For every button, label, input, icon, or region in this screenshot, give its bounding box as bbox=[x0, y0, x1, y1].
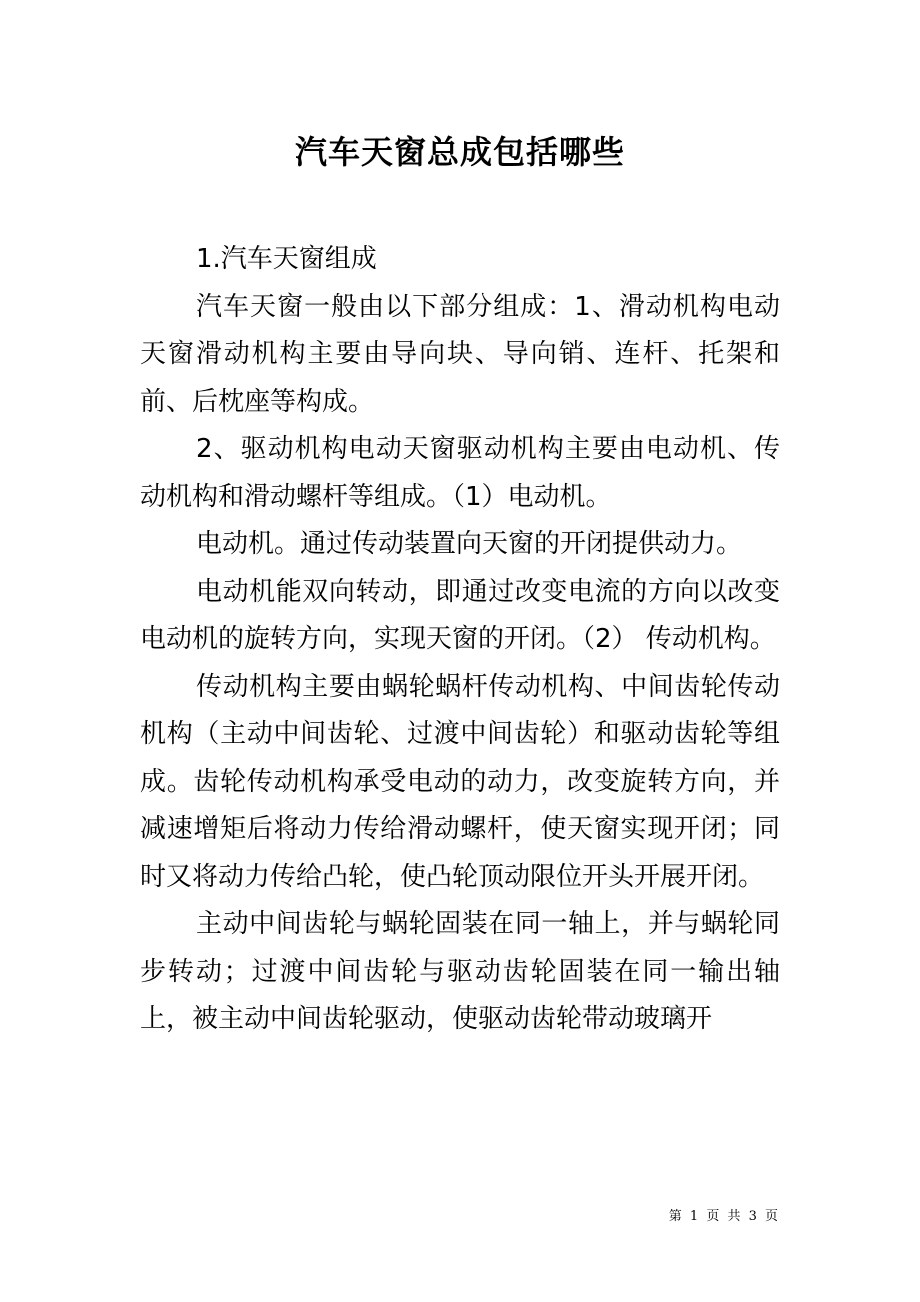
paragraph-motor-rotation: 电动机能双向转动，即通过改变电流的方向以改变电动机的旋转方向，实现天窗的开闭。（2） 传动机构。 bbox=[140, 576, 780, 654]
paragraph-section-heading: 1.汽车天窗组成 bbox=[196, 244, 377, 274]
paragraph-sliding-mechanism: 汽车天窗一般由以下部分组成：1、滑动机构电动天窗滑动机构主要由导向块、导向销、连杆、托架和前、后枕座等构成。 bbox=[140, 291, 780, 417]
paragraph-drive-mechanism: 2、驱动机构电动天窗驱动机构主要由电动机、传动机构和滑动螺杆等组成。（1）电动机。 bbox=[140, 434, 780, 512]
page-number-footer: 第 1 页 共 3 页 bbox=[668, 1209, 780, 1224]
document-body bbox=[140, 236, 780, 1044]
paragraph-motor-power: 电动机。通过传动装置向天窗的开闭提供动力。 bbox=[196, 529, 743, 559]
document-title: 汽车天窗总成包括哪些 bbox=[294, 133, 625, 171]
paragraph-transmission: 传动机构主要由蜗轮蜗杆传动机构、中间齿轮传动机构（主动中间齿轮、过渡中间齿轮）和驱动齿轮等组成。齿轮传动机构承受电动的动力，改变旋转方向，并减速增矩后将动力传给滑动螺杆，使天窗实现开闭；同时又将动力传给凸轮，使凸轮顶动限位开头开展开闭。 bbox=[140, 671, 780, 892]
paragraph-gears: 主动中间齿轮与蜗轮固装在同一轴上，并与蜗轮同步转动；过渡中间齿轮与驱动齿轮固装在同一输出轴上，被主动中间齿轮驱动，使驱动齿轮带动玻璃开 bbox=[140, 909, 780, 1034]
